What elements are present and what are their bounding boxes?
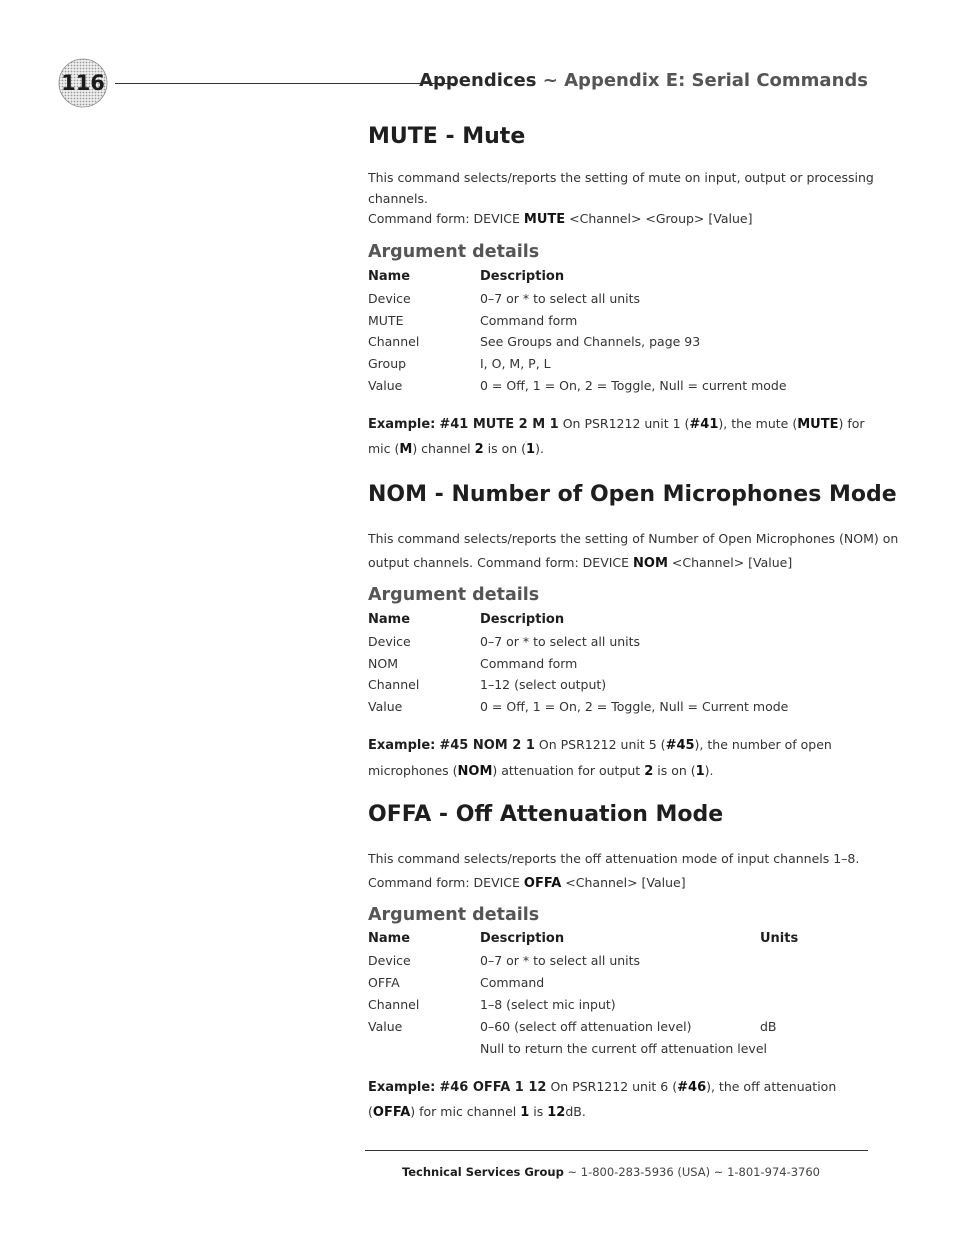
offa-command-form: [368, 875, 868, 891]
footer-sep: ~: [713, 1165, 724, 1179]
nom-table-header: [368, 612, 868, 632]
table-row: [368, 356, 868, 376]
offa-col-name: Name: [368, 931, 411, 946]
example-bold: #46: [677, 1080, 707, 1095]
nom-intro-line1: This command selects/reports the setting of Number of Open Microphones (NOM) on: [368, 531, 899, 546]
example-bold: 2: [644, 764, 654, 779]
page-number: 116: [61, 71, 105, 95]
example-bold: 1: [526, 442, 536, 457]
mute-example-line2: [368, 441, 868, 457]
table-row: [368, 334, 868, 354]
nom-col-name: Name: [368, 612, 411, 627]
running-head: [419, 70, 868, 91]
row-name: NOM: [368, 656, 398, 671]
footer-phone-intl: 1-801-974-3760: [727, 1165, 820, 1179]
example-text: dB.: [565, 1104, 586, 1119]
footer-phone-usa: 1-800-283-5936 (USA): [580, 1165, 711, 1179]
example-text: ), the number of open: [694, 737, 832, 752]
example-bold: 12: [547, 1105, 566, 1120]
offa-example-line1: [368, 1079, 868, 1095]
example-text: On PSR1212 unit 5 (: [538, 737, 666, 752]
table-row: [368, 975, 868, 995]
example-text: is: [533, 1104, 544, 1119]
example-label: Example:: [368, 1080, 436, 1095]
offa-example-line2: [368, 1104, 868, 1120]
row-name: Value: [368, 699, 403, 714]
example-code: #46 OFFA 1 12: [439, 1080, 547, 1095]
row-desc: Command: [480, 975, 545, 990]
nom-intro-line2: [368, 555, 868, 571]
offa-table-header: [368, 931, 868, 951]
example-text: On PSR1212 unit 1 (: [562, 416, 690, 431]
mute-col-name: Name: [368, 269, 411, 284]
row-name: MUTE: [368, 313, 404, 328]
example-text: On PSR1212 unit 6 (: [550, 1079, 678, 1094]
offa-col-desc: Description: [480, 931, 565, 946]
row-name: Device: [368, 634, 411, 649]
row-name: Channel: [368, 677, 420, 692]
row-desc: 0–7 or * to select all units: [480, 634, 641, 649]
row-name: Group: [368, 356, 407, 371]
example-bold: 1: [520, 1105, 530, 1120]
row-name: Channel: [368, 334, 420, 349]
row-units: dB: [760, 1019, 777, 1034]
example-text: microphones (: [368, 763, 458, 778]
example-bold: MUTE: [797, 417, 839, 432]
table-row: [368, 997, 868, 1017]
row-desc: 0 = Off, 1 = On, 2 = Toggle, Null = current mode: [480, 378, 787, 393]
table-row: [368, 1019, 868, 1039]
running-head-section: Appendices: [419, 70, 537, 91]
nom-example-line2: [368, 763, 868, 779]
row-desc: I, O, M, P, L: [480, 356, 551, 371]
row-desc: 0–7 or * to select all units: [480, 291, 641, 306]
nom-col-desc: Description: [480, 612, 565, 627]
example-bold: #45: [665, 738, 695, 753]
offa-title: OFFA - Off Attenuation Mode: [368, 802, 724, 827]
example-text: ) attenuation for output: [492, 763, 641, 778]
example-label: Example:: [368, 738, 436, 753]
example-text: mic (: [368, 441, 400, 456]
nom-args-heading: Argument details: [368, 585, 540, 605]
example-bold: OFFA: [372, 1105, 411, 1120]
row-name: Device: [368, 291, 411, 306]
footer-org: Technical Services Group: [401, 1165, 564, 1179]
example-text: ).: [535, 441, 544, 456]
running-head-subsection: Appendix E: Serial Commands: [564, 70, 868, 91]
example-text: ) channel: [412, 441, 471, 456]
row-desc: 0–7 or * to select all units: [480, 953, 641, 968]
example-text: (: [368, 1104, 373, 1119]
example-text: ), the off attenuation: [706, 1079, 837, 1094]
example-bold: 2: [474, 442, 484, 457]
row-name: Device: [368, 953, 411, 968]
table-row: [368, 677, 868, 697]
nom-form-suffix: <Channel> [Value]: [671, 555, 793, 570]
example-text: is on (: [487, 441, 527, 456]
row-name: Value: [368, 1019, 403, 1034]
row-name: Value: [368, 378, 403, 393]
row-desc: 1–12 (select output): [480, 677, 607, 692]
offa-form-prefix: Command form: DEVICE: [368, 875, 520, 890]
mute-command-form: [368, 211, 868, 227]
example-text: is on (: [657, 763, 696, 778]
offa-intro-line1: This command selects/reports the off attenuation mode of input channels 1–8.: [368, 851, 860, 866]
mute-intro-line2: channels.: [368, 191, 428, 206]
footer-rule: [365, 1150, 868, 1151]
mute-col-desc: Description: [480, 269, 565, 284]
table-row: [368, 699, 868, 719]
example-code: #41 MUTE 2 M 1: [439, 417, 559, 432]
nom-title: NOM - Number of Open Microphones Mode: [368, 482, 897, 507]
row-desc: Null to return the current off attenuation level: [480, 1041, 767, 1056]
running-head-separator: ~: [542, 70, 558, 91]
row-desc: 1–8 (select mic input): [480, 997, 616, 1012]
example-text: ) for mic channel: [410, 1104, 517, 1119]
example-bold: NOM: [457, 764, 493, 779]
mute-form-prefix: Command form: DEVICE: [368, 211, 520, 226]
table-row: [368, 656, 868, 676]
nom-form-cmd: NOM: [633, 556, 668, 571]
table-row: [368, 313, 868, 333]
mute-title: MUTE - Mute: [368, 124, 526, 149]
mute-intro-line1: This command selects/reports the setting of mute on input, output or processing: [368, 170, 874, 185]
example-bold: #41: [689, 417, 719, 432]
example-text: ) for: [838, 416, 865, 431]
row-name: OFFA: [368, 975, 400, 990]
table-row: [368, 378, 868, 398]
table-row: [368, 1041, 868, 1061]
offa-form-suffix: <Channel> [Value]: [565, 875, 686, 890]
mute-table-header: [368, 269, 868, 289]
mute-example-line1: [368, 416, 868, 432]
table-row: [368, 291, 868, 311]
page-footer: [402, 1165, 820, 1179]
nom-example-line1: [368, 737, 868, 753]
example-bold: M: [399, 442, 413, 457]
offa-form-cmd: OFFA: [523, 876, 562, 891]
row-desc: 0–60 (select off attenuation level): [480, 1019, 692, 1034]
row-desc: Command form: [480, 313, 578, 328]
header-rule: [115, 83, 457, 84]
example-text: ), the mute (: [718, 416, 798, 431]
mute-args-heading: Argument details: [368, 242, 540, 262]
example-code: #45 NOM 2 1: [439, 738, 535, 753]
offa-args-heading: Argument details: [368, 905, 540, 925]
example-bold: 1: [695, 764, 705, 779]
footer-sep: ~: [567, 1165, 578, 1179]
example-text: ).: [704, 763, 714, 778]
row-name: Channel: [368, 997, 420, 1012]
row-desc: 0 = Off, 1 = On, 2 = Toggle, Null = Current mode: [480, 699, 789, 714]
offa-col-units: Units: [760, 931, 799, 946]
mute-form-suffix: <Channel> <Group> [Value]: [569, 211, 753, 226]
row-desc: See Groups and Channels, page 93: [480, 334, 701, 349]
table-row: [368, 634, 868, 654]
mute-form-cmd: MUTE: [523, 212, 566, 227]
example-label: Example:: [368, 417, 436, 432]
nom-form-prefix: output channels. Command form: DEVICE: [368, 555, 630, 570]
page-number-badge: [58, 58, 108, 108]
table-row: [368, 953, 868, 973]
row-desc: Command form: [480, 656, 578, 671]
